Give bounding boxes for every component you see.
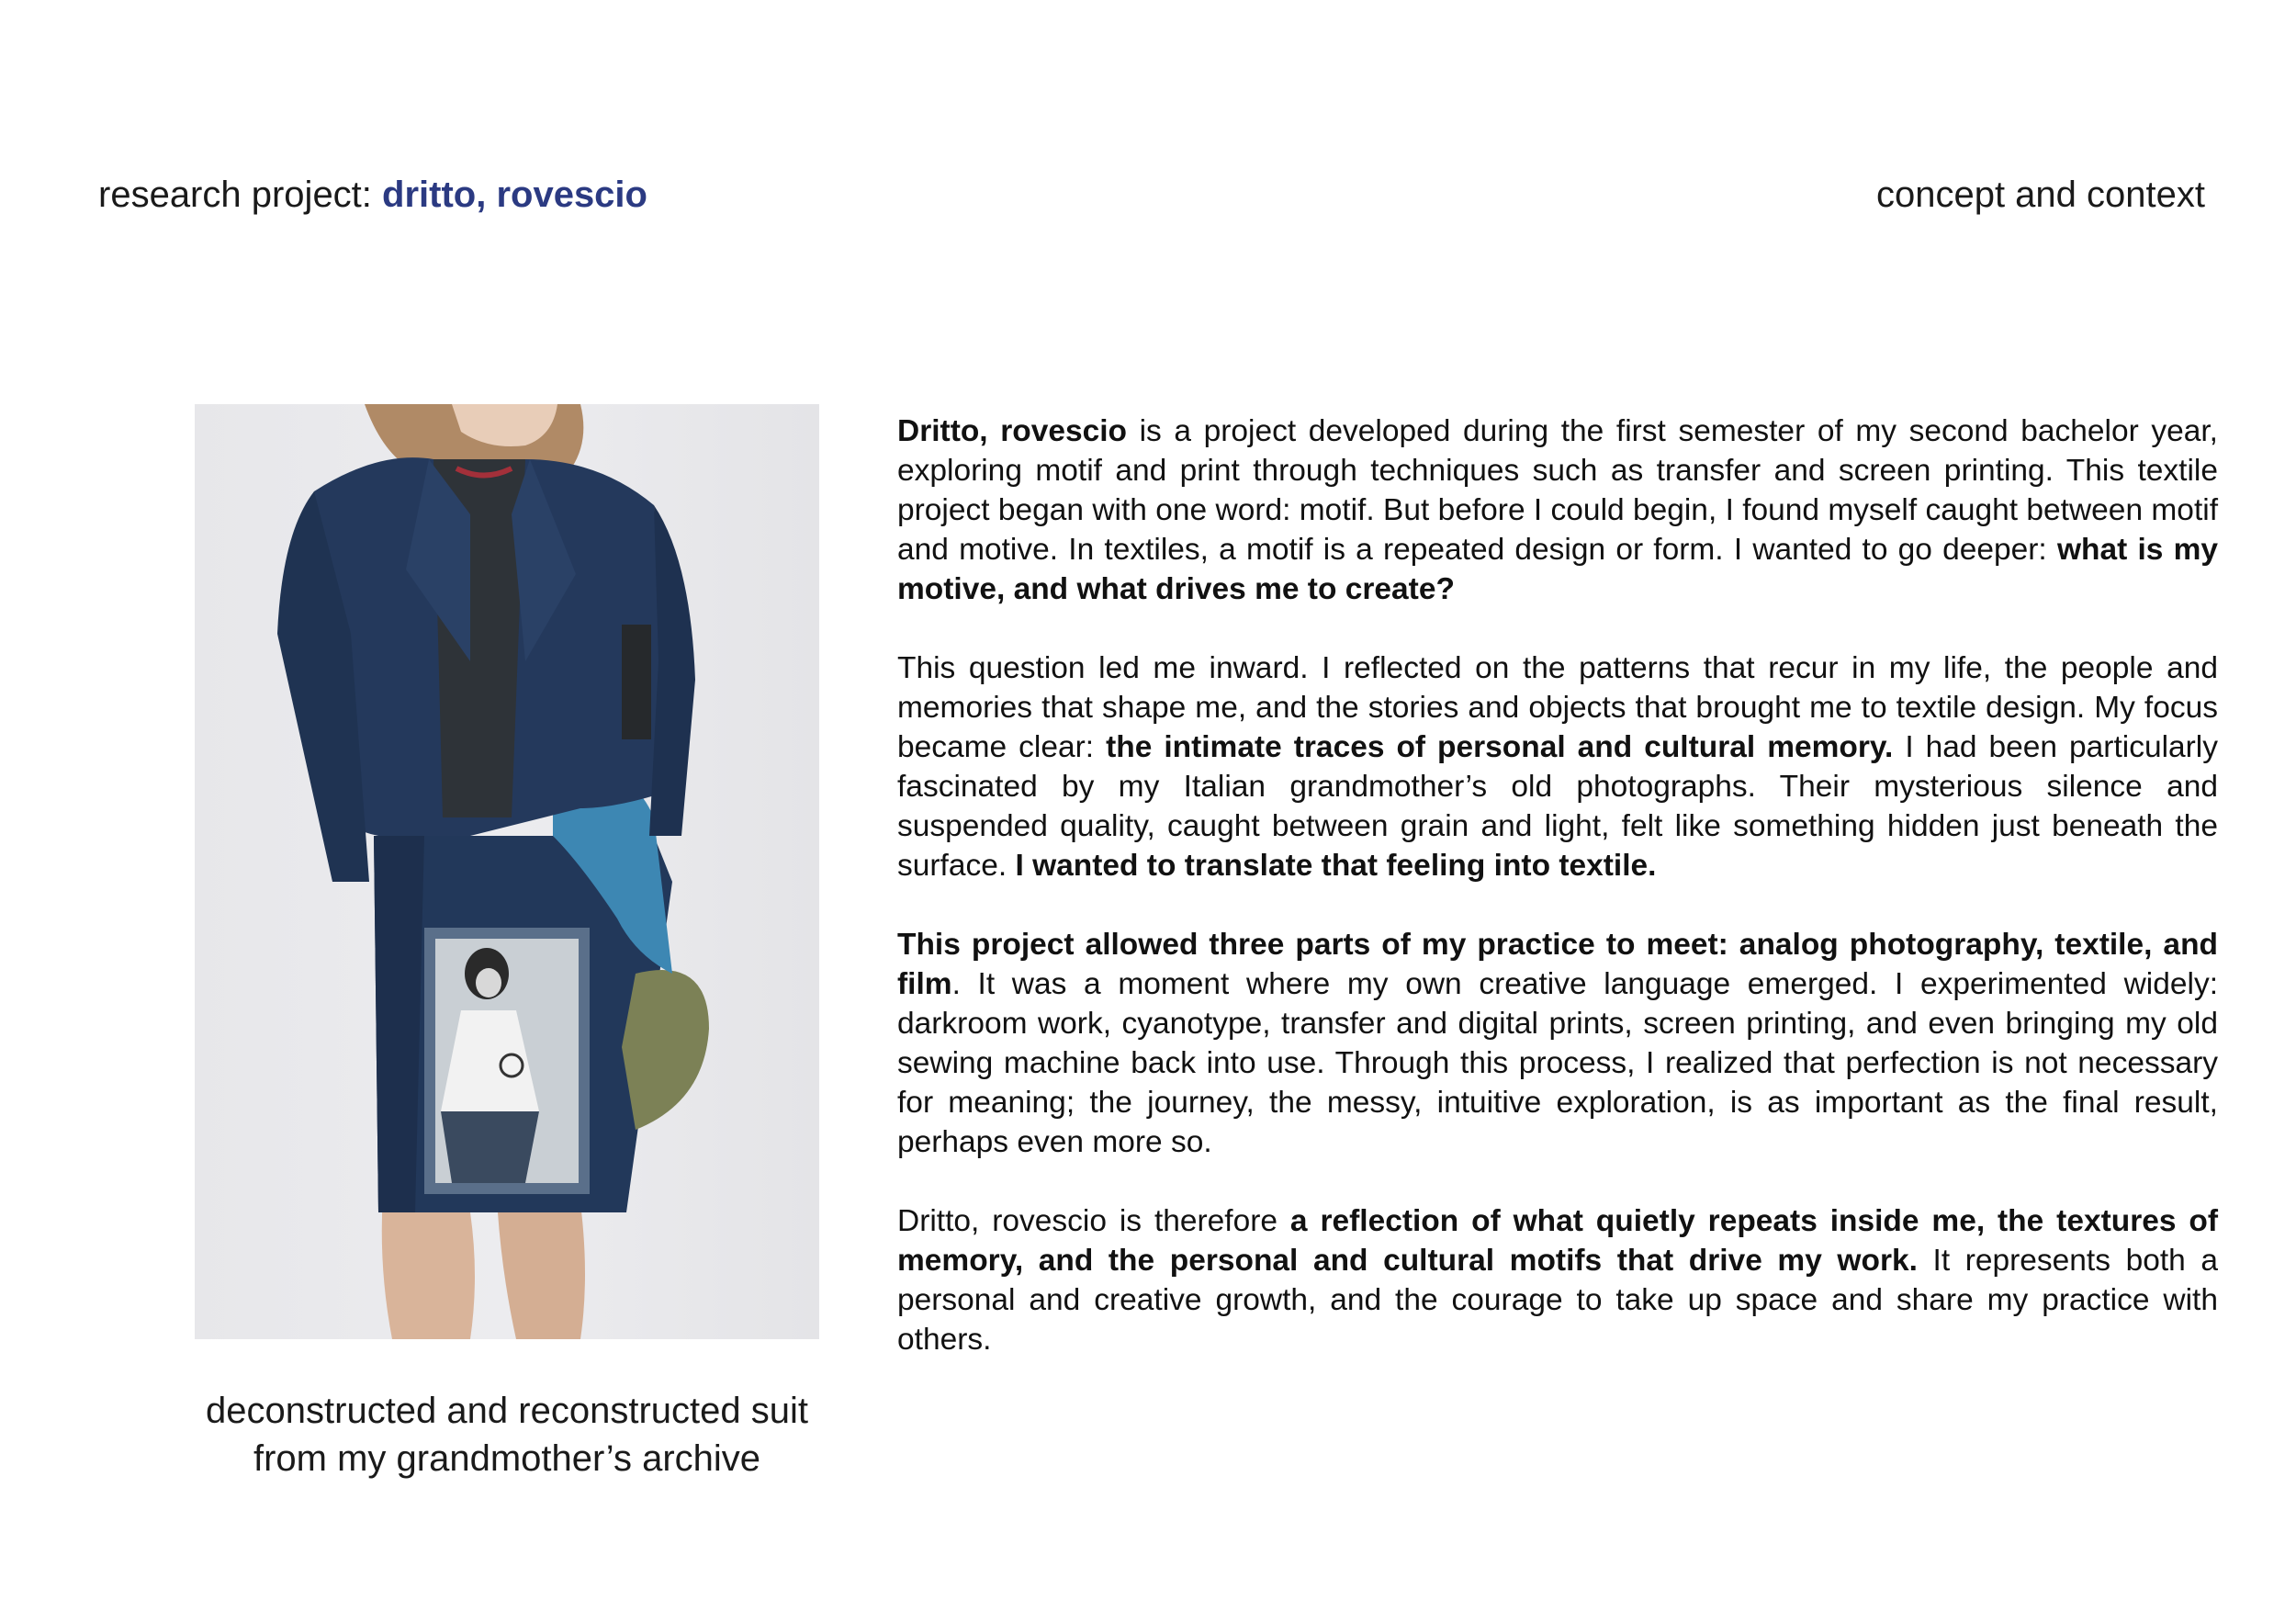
project-name: dritto, rovescio	[382, 175, 647, 215]
paragraph-1-bold-title: Dritto, rovescio	[897, 414, 1128, 448]
paragraph-2-text-b: I had been particularly fascinated by my Italian grandmother’s old photographs. Their mysterious silence and suspended quality, caught between grain and light, felt like something hidden just beneath the surface.	[897, 730, 2219, 883]
paragraph-1	[897, 411, 2218, 609]
paragraph-4-text-b: It represents both a personal and creative growth, and the courage to take up space and share my practice with others.	[897, 1244, 2218, 1357]
section-title: concept and context	[1875, 175, 2205, 215]
green-fabric	[622, 970, 709, 1130]
patched-pocket	[622, 625, 651, 739]
caption-line-1: deconstructed and reconstructed suit	[206, 1391, 808, 1431]
paragraph-2-text-a: This question led me inward. I reflected on the patterns that recur in my life, the people and memories that shape me, and the stories and objects that brought me to textile design. My focus became clear:	[897, 651, 2218, 764]
caption-line-2: from my grandmother’s archive	[253, 1438, 761, 1479]
suit-illustration	[195, 404, 819, 1339]
paragraph-1-bold-question: what is my motive, and what drives me to create?	[897, 533, 2218, 606]
header-label: research project:	[98, 175, 383, 215]
paragraph-2	[897, 648, 2218, 885]
paragraph-4	[897, 1201, 2218, 1359]
photo-caption	[195, 1387, 819, 1482]
paragraph-1-text: is a project developed during the first semester of my second bachelor year, exploring motif and print through techniques such as transfer and screen printing. This textile project began with one word: motif. But before I could begin, I found myself caught between motif and motive. In textiles, a motif is a repeated design or form. I wanted to go deeper:	[897, 414, 2218, 567]
paragraph-3	[897, 925, 2218, 1162]
right-leg	[498, 1203, 585, 1339]
paragraph-2-bold-a: the intimate traces of personal and cultural memory.	[1106, 730, 1894, 764]
header-project-title	[98, 175, 647, 216]
suit-photo	[195, 404, 819, 1339]
paragraph-2-bold-b: I wanted to translate that feeling into textile.	[1015, 849, 1657, 883]
paragraph-4-bold: a reflection of what quietly repeats inside me, the textures of memory, and the personal and cultural motifs that drive my work.	[897, 1204, 2219, 1278]
concept-text	[897, 411, 2218, 1399]
paragraph-3-bold: This project allowed three parts of my practice to meet: analog photography, textile, and film	[897, 928, 2218, 1001]
paragraph-4-text-a: Dritto, rovescio is therefore	[897, 1204, 1290, 1238]
paragraph-3-text: . It was a moment where my own creative language emerged. I experimented widely: darkroom work, cyanotype, transfer and digital prints, screen printing, and even bringing my old sewing machine back into use. Through this process, I realized that perfection is not necessary for meaning; the journey, the messy, intuitive exploration, is as important as the final result, perhaps even more so.	[897, 967, 2218, 1159]
left-leg	[382, 1194, 475, 1339]
